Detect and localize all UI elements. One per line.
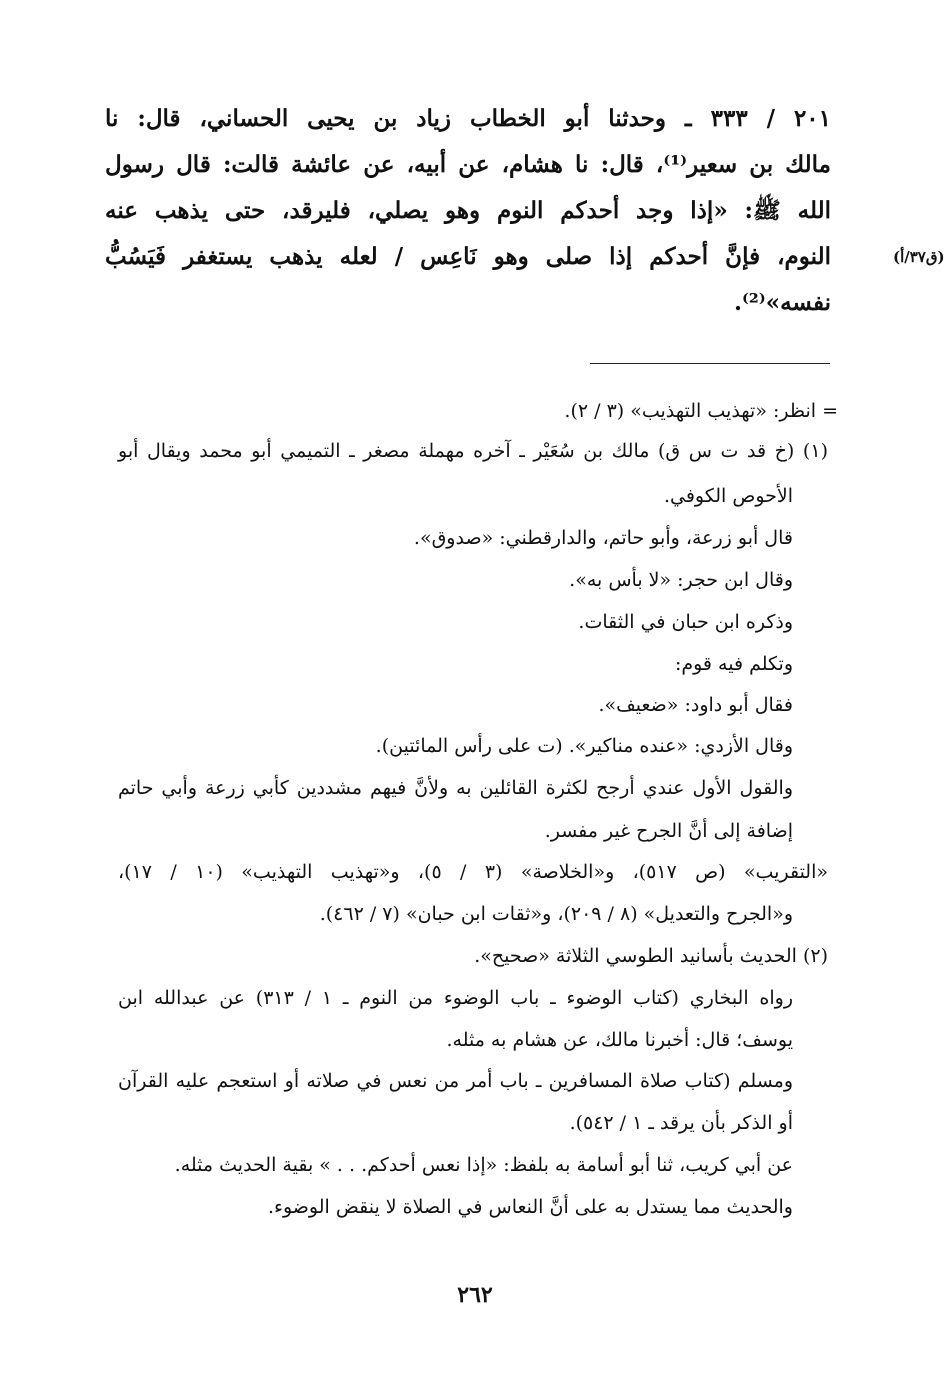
footnote-line: إضافة إلى أنَّ الجرح غير مفسر. bbox=[544, 820, 793, 842]
footnote-line: وقال الأزدي: «عنده مناكير». (ت على رأس المائتين). bbox=[375, 735, 793, 757]
footnote-line: «التقريب» (ص ٥١٧)، و«الخلاصة» (٣ / ٥)، و«تهذيب التهذيب» (١٠ / ١٧)، bbox=[118, 861, 828, 883]
footnote-line: عن أبي كريب، ثنا أبو أسامة به بلفظ: «إذا نعس أحدكم. . . » بقية الحديث مثله. bbox=[174, 1154, 793, 1176]
footnote-line: فقال أبو داود: «ضعيف». bbox=[598, 694, 793, 716]
footnote-line: والحديث مما يستدل به على أنَّ النعاس في الصلاة لا ينقض الوضوء. bbox=[268, 1196, 793, 1218]
footnote-line: وقال ابن حجر: «لا بأس به». bbox=[569, 569, 793, 591]
main-hadith-text bbox=[105, 96, 831, 326]
main-line-5: نفسه»⁽²⁾. bbox=[733, 289, 831, 316]
main-line-4: النوم، فإنَّ أحدكم إذا صلى وهو نَاعِس / لعله يذهب يستغفر فَيَسُبُّ bbox=[105, 243, 831, 270]
footnote-line: ومسلم (كتاب صلاة المسافرين ـ باب أمر من نعس في صلاته أو استعجم عليه القرآن bbox=[118, 1070, 793, 1092]
page-number: ٢٦٢ bbox=[457, 1282, 493, 1308]
main-line-2: مالك بن سعير⁽¹⁾، قال: نا هشام، عن أبيه، عن عائشة قالت: قال رسول bbox=[105, 151, 831, 178]
footnote-line: و«الجرح والتعديل» (٨ / ٢٠٩)، و«ثقات ابن حبان» (٧ / ٤٦٢). bbox=[319, 903, 793, 925]
footnote-divider bbox=[590, 363, 830, 364]
footnote-line: (٢) الحديث بأسانيد الطوسي الثلاثة «صحيح». bbox=[474, 945, 828, 967]
manuscript-folio-note: (ق٣٧/أ) bbox=[893, 248, 945, 266]
footnote-line: وتكلم فيه قوم: bbox=[674, 653, 793, 675]
footnote-line: أو الذكر بأن يرقد ـ ١ / ٥٤٢). bbox=[569, 1112, 793, 1134]
footnote-line: قال أبو زرعة، وأبو حاتم، والدارقطني: «صدوق». bbox=[413, 527, 793, 549]
footnote-line: (١) (خ قد ت س ق) مالك بن سُعَيْر ـ آخره مهملة مصغر ـ التميمي أبو محمد ويقال أبو bbox=[118, 440, 828, 462]
footnote-line: رواه البخاري (كتاب الوضوء ـ باب الوضوء من النوم ـ ١ / ٣١٣) عن عبدالله ابن bbox=[118, 987, 794, 1009]
footnote-line: والقول الأول عندي أرجح لكثرة القائلين به ولأنَّ فيهم مشددين كأبي زرعة وأبي حاتم bbox=[118, 777, 793, 799]
footnote-line: الأحوص الكوفي. bbox=[663, 485, 793, 507]
main-line-1: ٢٠١ / ٣٣٣ ـ وحدثنا أبو الخطاب زياد بن يحيى الحساني، قال: نا bbox=[105, 105, 831, 132]
footnote-line: يوسف؛ قال: أخبرنا مالك، عن هشام به مثله. bbox=[446, 1029, 793, 1051]
footnote-line: = انظر: «تهذيب التهذيب» (٣ / ٢). bbox=[564, 400, 838, 422]
main-line-3: الله ﷺ: «إذا وجد أحدكم النوم وهو يصلي، فليرقد، حتى يذهب عنه bbox=[105, 197, 831, 224]
footnote-line: وذكره ابن حبان في الثقات. bbox=[578, 611, 793, 633]
